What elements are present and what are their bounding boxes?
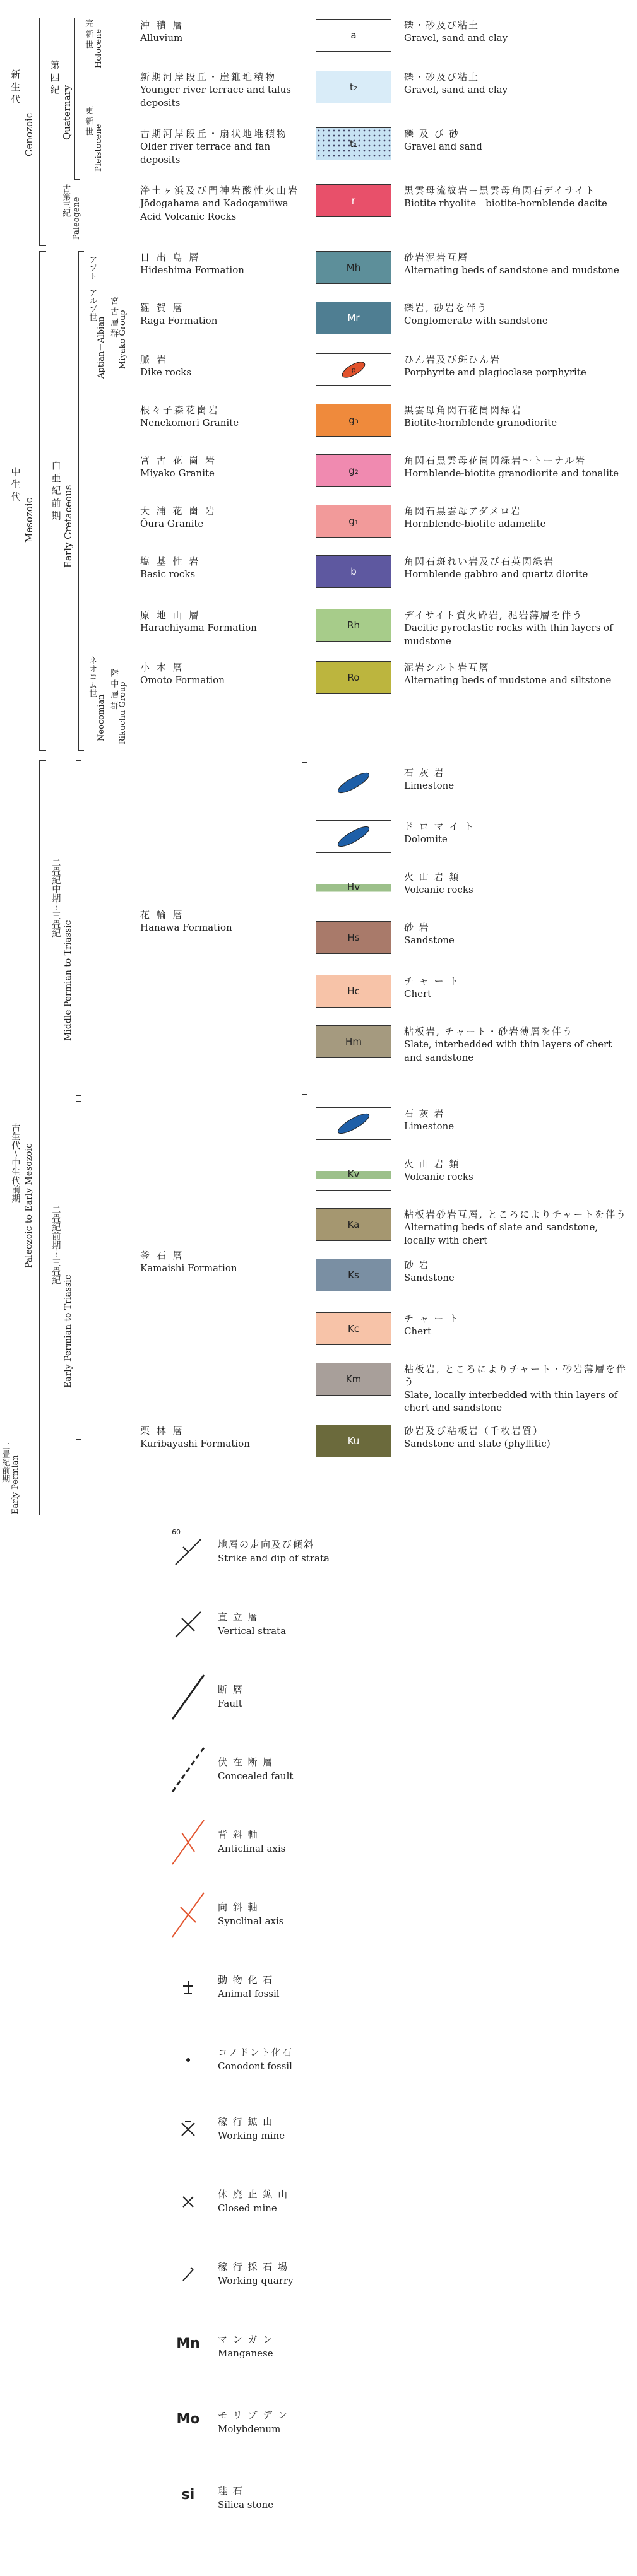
unit-description (404, 975, 631, 1001)
symbol-description-en: Fault (218, 1697, 242, 1709)
unit-name (140, 19, 307, 45)
symbol-description (218, 1973, 280, 2001)
symbol-description (218, 1538, 330, 1566)
unit-description-jp: ド ロ マ イ ト (404, 821, 475, 832)
unit-name-jp: 小 本 層 (140, 662, 184, 673)
epoch-aptian-albian-jp: アプト－アルブ世 (87, 256, 97, 322)
unit-color-box (316, 71, 391, 103)
unit-description-jp: 礫・砂及び粘土 (404, 71, 480, 83)
unit-code: Hs (347, 932, 360, 943)
symbol-description-en: Manganese (218, 2347, 273, 2359)
unit-code: a (350, 30, 357, 41)
paleo-bracket (39, 760, 46, 1515)
unit-description (404, 921, 631, 947)
group-miyako-en: Miyako Group (118, 310, 128, 369)
unit-name (140, 454, 307, 480)
unit-description-jp: 礫 及 び 砂 (404, 128, 460, 139)
unit-description-en: Porphyrite and plagioclase porphyrite (404, 367, 586, 379)
closed-mine-glyph (169, 2177, 207, 2227)
unit-description (404, 19, 631, 45)
unit-description-jp: 黒雲母角閃石花崗閃緑岩 (404, 404, 523, 416)
unit-name-jp: 塩 基 性 岩 (140, 556, 201, 567)
unit-description (404, 71, 631, 97)
unit-code: p (351, 365, 356, 374)
unit-description-en: Limestone (404, 1120, 455, 1132)
unit-code: t₂ (350, 81, 357, 93)
symbol-description (218, 2409, 289, 2437)
symbol-description-jp: 伏 在 断 層 (218, 1756, 274, 1768)
unit-code: Ka (347, 1219, 360, 1230)
epoch-neocomian-en: Neocomian (97, 694, 106, 741)
unit-color-box (316, 505, 391, 538)
unit-description-en: Hornblende gabbro and quartz diorite (404, 568, 588, 580)
symbol-description (218, 2188, 289, 2216)
symbol-description (218, 2485, 273, 2512)
unit-code: r (351, 195, 356, 206)
unit-color-box (316, 1208, 391, 1241)
unit-name-jp: 大 浦 花 崗 岩 (140, 505, 217, 517)
text-icon (169, 2322, 207, 2372)
unit-name (140, 609, 307, 635)
unit-description-jp: デイサイト質火砕岩, 泥岩薄層を伴う (404, 609, 583, 621)
unit-color-box (316, 555, 391, 588)
unit-code: Ro (347, 672, 360, 683)
symbol-description-en: Conodont fossil (218, 2060, 292, 2072)
symbol-text: Mo (176, 2411, 200, 2427)
unit-code: t₁ (350, 138, 357, 150)
concealed-fault-glyph (169, 1744, 207, 1795)
unit-name-en: Omoto Formation (140, 674, 225, 686)
period-ep-jp: 二畳紀前期 (0, 1442, 10, 1483)
unit-color-box (316, 302, 391, 334)
unit-description-en: Biotite-hornblende granodiorite (404, 417, 557, 429)
unit-name-jp: 羅 賀 層 (140, 302, 184, 314)
period-early-permian-en: Early Permian to Triassic (63, 1274, 73, 1388)
unit-code: Rh (347, 620, 360, 631)
symbol-description-en: Working quarry (218, 2274, 294, 2286)
symbol-description-en: Working mine (218, 2129, 285, 2141)
hanawa-box-bracket (302, 762, 307, 1095)
unit-color-box (316, 127, 391, 160)
unit-description-jp: 角閃石黒雲母アダメロ岩 (404, 505, 521, 517)
unit-name-jp: 沖 積 層 (140, 20, 184, 31)
anticline-glyph (169, 1817, 207, 1867)
unit-description (404, 1363, 631, 1414)
closed-mine-icon (169, 2177, 207, 2227)
mesozoic-bracket (39, 251, 46, 751)
group-miyako-jp: 宮 古 層 群 (109, 297, 119, 338)
unit-color-box (316, 921, 391, 954)
symbol-description-jp: モ リ ブ デ ン (218, 2409, 289, 2421)
period-quaternary-jp: 第 四 紀 (49, 60, 61, 95)
unit-color-box (316, 404, 391, 437)
unit-description-jp: 石 灰 岩 (404, 767, 445, 779)
unit-code: b (350, 566, 357, 577)
unit-name-en: Kuribayashi Formation (140, 1438, 250, 1450)
symbol-description-jp: コノドント化石 (218, 2047, 294, 2058)
unit-name-en: Ōura Granite (140, 518, 204, 530)
quarry-glyph (169, 2249, 207, 2300)
unit-description-en: Slate, locally interbedded with thin layers of chert and sandstone (404, 1389, 618, 1413)
unit-description (404, 505, 631, 531)
unit-color-box (316, 975, 391, 1008)
unit-code: Kv (347, 1168, 360, 1180)
era-mesozoic-jp: 中 生 代 (9, 467, 21, 502)
unit-description-en: Volcanic rocks (404, 1171, 473, 1183)
unit-name-jp: 浄土ヶ浜及び門神岩酸性火山岩 (140, 185, 300, 196)
unit-description-en: Alternating beds of mudstone and siltstone (404, 674, 612, 686)
unit-description-en: Biotite rhyolite－biotite-hornblende dacite (404, 197, 607, 209)
text-icon (169, 2397, 207, 2448)
fault-icon (169, 1672, 207, 1722)
unit-description (404, 251, 631, 277)
text-icon (169, 2473, 207, 2524)
unit-name-jp: 原 地 山 層 (140, 609, 201, 621)
symbol-description-jp: 動 物 化 石 (218, 1974, 274, 1985)
strike-dip-value: 60 (172, 1528, 181, 1536)
unit-description-en: Gravel, sand and clay (404, 84, 508, 96)
period-quaternary-en: Quaternary (61, 85, 73, 140)
unit-name-en: Younger river terrace and talus deposits (140, 84, 291, 109)
unit-color-box (316, 184, 391, 217)
unit-name-jp: 宮 古 花 崗 岩 (140, 455, 217, 466)
unit-description-en: Sandstone (404, 1272, 455, 1284)
unit-description-jp: 砂岩泥岩互層 (404, 252, 469, 263)
unit-color-box (316, 609, 391, 642)
symbol-description-jp: 向 斜 軸 (218, 1902, 259, 1913)
unit-name (140, 1425, 307, 1450)
unit-color-box (316, 251, 391, 284)
unit-color-box (316, 1107, 391, 1140)
unit-description (404, 1025, 631, 1064)
cenozoic-bracket (39, 18, 46, 246)
hanawa-bracket (76, 760, 81, 1096)
animal-fossil-icon (169, 1962, 207, 2013)
syncline-icon (169, 1890, 207, 1940)
unit-name (140, 71, 307, 109)
symbol-description (218, 2115, 285, 2143)
symbol-description (218, 2333, 273, 2361)
group-rikuchu-en: Rikuchu Group (118, 681, 128, 744)
unit-description (404, 609, 631, 647)
unit-description-jp: 砂 岩 (404, 922, 430, 933)
fault-glyph (169, 1672, 207, 1722)
unit-description-jp: 砂岩及び粘板岩（千枚岩質） (404, 1425, 544, 1437)
unit-name-jp: 根々子森花崗岩 (140, 404, 220, 416)
epoch-pleistocene-en: Pleistocene (94, 124, 104, 172)
unit-code: Hm (345, 1036, 362, 1047)
formation-kamaishi: 釜 石 層 Kamaishi Formation (140, 1250, 237, 1274)
unit-color-box (316, 871, 391, 903)
unit-name (140, 404, 307, 430)
unit-name-en: Miyako Granite (140, 468, 215, 479)
symbol-text: Mn (176, 2336, 200, 2351)
unit-name (140, 302, 307, 327)
unit-color-box (316, 19, 391, 52)
symbol-description-en: Anticlinal axis (218, 1842, 286, 1854)
working-mine-glyph (169, 2104, 207, 2155)
unit-description (404, 767, 631, 792)
unit-color-box (316, 661, 391, 694)
symbol-description-jp: マ ン ガ ン (218, 2334, 274, 2345)
unit-name-en: Older river terrace and fan deposits (140, 141, 271, 165)
symbol-description-jp: 断 層 (218, 1684, 244, 1695)
unit-code: Ks (348, 1269, 359, 1281)
quaternary-bracket (74, 18, 80, 180)
symbol-description-jp: 直 立 層 (218, 1611, 259, 1623)
unit-name-en: Nenekomori Granite (140, 417, 239, 429)
unit-description-jp: 火 山 岩 類 (404, 1158, 460, 1170)
symbol-description-en: Silica stone (218, 2498, 274, 2510)
unit-name-jp: 脈 岩 (140, 354, 168, 365)
symbol-description (218, 1756, 293, 1784)
unit-description-jp: 角閃石斑れい岩及び石英閃緑岩 (404, 556, 555, 567)
unit-description-en: Dolomite (404, 833, 448, 845)
kamaishi-box-bracket (302, 1103, 307, 1438)
symbol-description-en: Strike and dip of strata (218, 1552, 330, 1564)
period-early-permian-jp: 二畳紀前期～三畳紀 (51, 1205, 61, 1285)
unit-description (404, 661, 631, 687)
unit-color-box (316, 1312, 391, 1345)
unit-code: Hv (347, 881, 360, 893)
unit-name (140, 555, 307, 581)
symbol-description (218, 2261, 294, 2288)
symbol-description (218, 1828, 285, 1856)
unit-description-jp: 泥岩シルト岩互層 (404, 662, 490, 673)
lens-icon (331, 1113, 376, 1134)
unit-name-en: Hideshima Formation (140, 264, 244, 276)
unit-name-en: Jōdogahama and Kadogamiiwa Acid Volcanic Rocks (140, 197, 289, 222)
unit-code: Mr (347, 312, 360, 324)
era-paleo-meso-en: Paleozoic to Early Mesozoic (24, 1143, 34, 1268)
symbol-description-en: Molybdenum (218, 2423, 281, 2435)
vertical-strata-glyph (169, 1599, 207, 1650)
unit-description-en: Alternating beds of sandstone and mudstone (404, 264, 619, 276)
symbol-description-jp: 珪 石 (218, 2485, 244, 2497)
unit-description-jp: 石 灰 岩 (404, 1108, 445, 1119)
unit-color-box (316, 454, 391, 487)
unit-color-box (316, 1363, 391, 1396)
unit-description-jp: 黒雲母流紋岩－黒雲母角閃石デイサイト (404, 185, 596, 196)
unit-description-en: Dacitic pyroclastic rocks with thin layers of mudstone (404, 622, 613, 647)
unit-description (404, 353, 631, 379)
epoch-holocene-en: Holocene (94, 28, 104, 68)
period-paleogene-en: Paleogene (72, 197, 81, 240)
unit-description-en: Sandstone and slate (phyllitic) (404, 1438, 551, 1450)
concealed-fault-icon (169, 1744, 207, 1795)
unit-name (140, 505, 307, 531)
unit-name-jp: 日 出 島 層 (140, 252, 201, 263)
unit-description (404, 1425, 631, 1450)
vertical-strata-icon (169, 1599, 207, 1650)
unit-color-box (316, 1425, 391, 1457)
unit-color-box (316, 820, 391, 853)
quarry-icon (169, 2249, 207, 2300)
unit-description-jp: 火 山 岩 類 (404, 871, 460, 883)
formation-hanawa: 花 輪 層 Hanawa Formation (140, 909, 232, 934)
unit-description-en: Slate, interbedded with thin layers of chert and sandstone (404, 1038, 612, 1063)
unit-code: Hc (347, 985, 360, 997)
unit-color-box (316, 353, 391, 386)
symbol-description-en: Synclinal axis (218, 1915, 284, 1927)
era-cenozoic-en: Cenozoic (23, 112, 35, 156)
unit-name-en: Alluvium (140, 32, 183, 44)
unit-description-jp: 礫・砂及び粘土 (404, 20, 480, 31)
unit-description-jp: 角閃石黒雲母花崗閃緑岩～トーナル岩 (404, 455, 586, 466)
conodont-glyph (169, 2035, 207, 2085)
symbol-text: si (181, 2487, 195, 2503)
symbol-description-jp: 稼 行 鉱 山 (218, 2116, 274, 2127)
unit-name (140, 184, 307, 223)
unit-name-jp: 古期河岸段丘・扇状地堆積物 (140, 128, 289, 139)
period-early-cretaceous-en: Early Cretaceous (63, 485, 74, 568)
unit-description-en: Alternating beds of slate and sandstone, locally with chert (404, 1221, 598, 1246)
unit-description (404, 871, 631, 897)
unit-description-jp: 砂 岩 (404, 1259, 430, 1271)
unit-description-jp: チ ャ ー ト (404, 1313, 460, 1324)
epoch-holocene-jp: 完 新 世 (83, 19, 93, 49)
lens-icon (331, 826, 376, 847)
unit-code: Mh (346, 262, 361, 273)
unit-description (404, 1208, 631, 1247)
unit-description-en: Chert (404, 988, 432, 1000)
unit-code: Km (345, 1373, 362, 1385)
symbol-description-en: Concealed fault (218, 1770, 294, 1782)
working-mine-icon (169, 2104, 207, 2155)
symbol-description-en: Closed mine (218, 2202, 277, 2214)
unit-color-box (316, 1025, 391, 1058)
unit-description (404, 1107, 631, 1133)
unit-description-jp: 粘板岩砂岩互層, ところによりチャートを伴う (404, 1209, 628, 1220)
conodont-icon (169, 2035, 207, 2085)
unit-description (404, 404, 631, 430)
unit-description-en: Hornblende-biotite adamelite (404, 518, 546, 530)
symbol-description-jp: 地層の走向及び傾斜 (218, 1539, 315, 1550)
unit-description-en: Hornblende-biotite granodiorite and tonalite (404, 468, 619, 479)
unit-description (404, 454, 631, 480)
unit-name-en: Harachiyama Formation (140, 622, 257, 634)
era-mesozoic-en: Mesozoic (23, 497, 35, 543)
unit-name (140, 251, 307, 277)
anticline-icon (169, 1817, 207, 1867)
symbol-description (218, 2046, 293, 2074)
unit-color-box (316, 1259, 391, 1291)
unit-description (404, 555, 631, 581)
unit-description-en: Gravel, sand and clay (404, 32, 508, 44)
symbol-description (218, 1901, 283, 1929)
unit-description (404, 1312, 631, 1338)
unit-code: g₂ (348, 465, 359, 476)
unit-description-en: Conglomerate with sandstone (404, 315, 548, 327)
unit-description (404, 1259, 631, 1285)
unit-description-jp: 粘板岩, チャート・砂岩薄層を伴う (404, 1026, 574, 1037)
epoch-pleistocene-jp: 更 新 世 (83, 106, 93, 136)
epoch-aptian-albian-en: Aptian－Albian (97, 316, 106, 379)
symbol-description-jp: 休 廃 止 鉱 山 (218, 2189, 289, 2200)
symbol-description-jp: 背 斜 軸 (218, 1829, 259, 1840)
epoch-neocomian-jp: ネオコム世 (87, 656, 97, 697)
period-early-cretaceous-jp: 白 亜 紀 前 期 (50, 461, 62, 520)
unit-code: Ku (347, 1435, 360, 1447)
unit-description (404, 820, 631, 846)
cretaceous-bracket (78, 251, 84, 751)
unit-description-jp: 粘板岩, ところによりチャート・砂岩薄層を伴う (404, 1363, 628, 1388)
unit-color-box (316, 1158, 391, 1191)
unit-description (404, 302, 631, 327)
era-cenozoic-jp: 新 生 代 (9, 69, 21, 104)
unit-name-en: Raga Formation (140, 315, 218, 327)
unit-description-en: Chert (404, 1326, 432, 1338)
period-mid-permian-en: Middle Permian to Triassic (63, 920, 73, 1041)
unit-description-en: Limestone (404, 780, 455, 792)
symbol-description-en: Vertical strata (218, 1625, 287, 1637)
unit-name-en: Dike rocks (140, 367, 191, 379)
unit-color-box (316, 767, 391, 799)
symbol-description-en: Animal fossil (218, 1987, 280, 1999)
unit-description-en: Sandstone (404, 934, 455, 946)
period-ep-en: Early Permian (11, 1455, 20, 1514)
unit-description-jp: チ ャ ー ト (404, 975, 460, 987)
unit-name (140, 127, 307, 166)
unit-name-jp: 栗 林 層 (140, 1425, 184, 1437)
unit-code: Kc (347, 1323, 360, 1334)
unit-name (140, 661, 307, 687)
unit-description (404, 1158, 631, 1184)
syncline-glyph (169, 1890, 207, 1940)
unit-name-jp: 新期河岸段丘・崖錐堆積物 (140, 71, 277, 83)
group-rikuchu-jp: 陸 中 層 群 (109, 669, 119, 710)
unit-description-jp: 礫岩, 砂岩を伴う (404, 302, 488, 314)
unit-description-jp: ひん岩及び斑ひん岩 (404, 354, 501, 365)
unit-code: g₁ (348, 515, 359, 527)
unit-description-en: Volcanic rocks (404, 884, 473, 896)
symbol-description-jp: 稼 行 採 石 場 (218, 2261, 289, 2273)
unit-description-en: Gravel and sand (404, 141, 482, 153)
symbol-description (218, 1683, 244, 1711)
unit-description (404, 127, 631, 153)
period-mid-permian-jp: 二畳紀中期～三畳紀 (51, 858, 61, 938)
symbol-description (218, 1611, 286, 1638)
era-paleo-meso-jp: 古生代～中生代前期 (10, 1123, 21, 1203)
unit-description (404, 184, 631, 210)
unit-name-en: Basic rocks (140, 568, 196, 580)
animal-fossil-glyph (169, 1962, 207, 2013)
kamaishi-bracket (76, 1101, 81, 1440)
unit-name (140, 353, 307, 379)
unit-code: g₃ (348, 415, 359, 426)
period-paleogene-jp: 古第三紀 (61, 184, 71, 217)
lens-icon (331, 772, 376, 794)
